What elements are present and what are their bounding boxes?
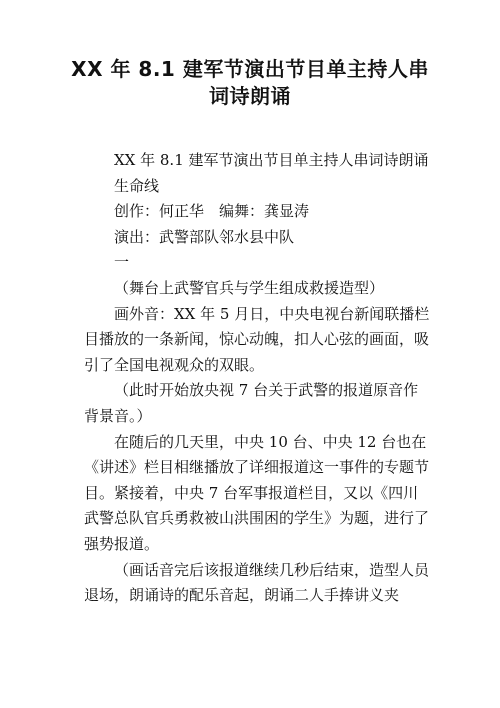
paragraph-heading: XX 年 8.1 建军节演出节目单主持人串词诗朗诵 xyxy=(114,151,429,169)
paragraph-stage-direction: （舞台上武警官兵与学生组成救援造型） xyxy=(114,278,385,297)
document-body xyxy=(84,148,430,609)
paragraph-voiceover: 画外音：XX 年 5 月日，中央电视台新闻联播栏目播放的一条新闻，惊心动魄，扣人心弦的画面，吸引了全国电视观众的双眼。 xyxy=(84,304,430,374)
paragraph-narrative: 在随后的几天里，中央 10 台、中央 12 台也在《讲述》栏目相继播放了详细报道这一事件的专题节目。紧接着，中央 7 台军事报道栏目，又以《四川武警总队官兵勇救被山洪围困的学生》为题，进行了强势报道。 xyxy=(84,432,430,553)
paragraph-stage-direction: （此时开始放央视 7 台关于武警的报道原音作背景音。） xyxy=(84,381,419,425)
paragraph-stage-direction: （画话音完后该报道继续几秒后结束，造型人员退场，朗诵诗的配乐音起，朗诵二人手捧讲义夹 xyxy=(84,560,430,605)
document-title xyxy=(60,56,440,110)
paragraph-section-number: 一 xyxy=(114,253,130,272)
paragraph-credits-performance: 演出：武警部队邻水县中队 xyxy=(114,227,295,246)
paragraph-credits-creation: 创作：何正华 编舞：龚显涛 xyxy=(114,202,310,221)
paragraph-work-title: 生命线 xyxy=(114,176,160,195)
title-line: XX 年 8.1 建军节演出节目单主持人串 xyxy=(71,57,429,81)
title-line: 词诗朗诵 xyxy=(209,84,291,108)
